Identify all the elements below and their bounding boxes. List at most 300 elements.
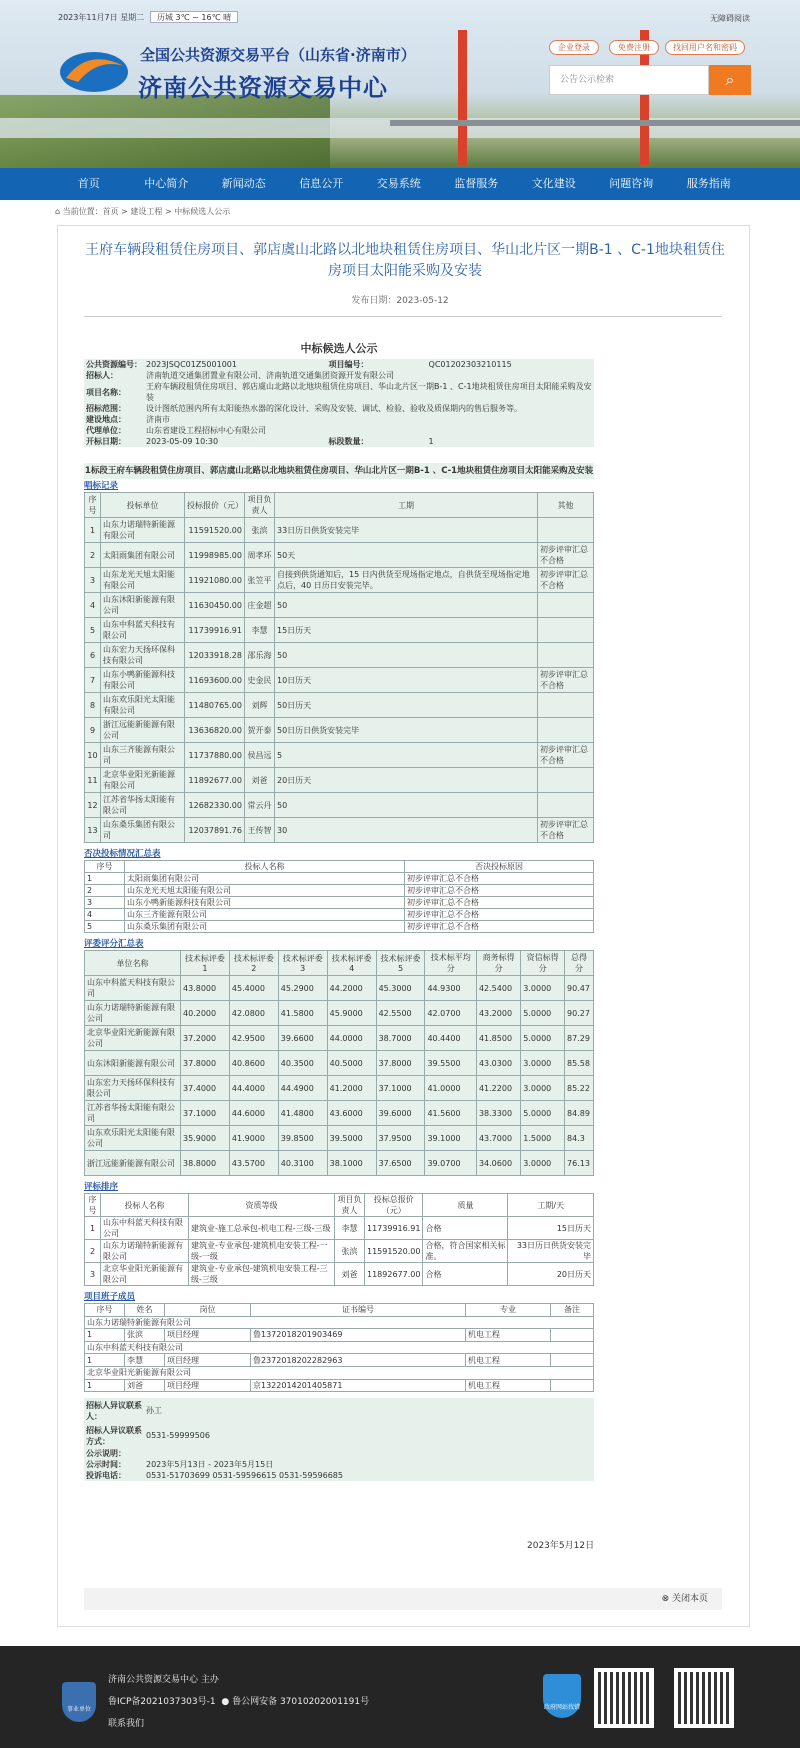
bidder-name: 山东桑乐集团有限公司 (125, 921, 405, 933)
avg-score: 39.0700 (425, 1151, 477, 1176)
remark (538, 718, 594, 743)
bidder-name: 山东桑乐集团有限公司 (101, 818, 185, 843)
credit-score: 5.0000 (521, 1026, 565, 1051)
table-row (85, 976, 594, 1001)
total-score: 84.3 (565, 1126, 594, 1151)
bid-price: 11892677.00 (185, 768, 245, 793)
total-score: 90.27 (565, 1001, 594, 1026)
duration: 50日历日供货安装完毕 (275, 718, 538, 743)
bid-price: 11739916.91 (185, 618, 245, 643)
judge-score: 42.0800 (229, 1001, 278, 1026)
search-button[interactable] (709, 65, 751, 95)
section-title: 项目班子成员 (84, 1292, 136, 1302)
manager: 李慧 (245, 618, 275, 643)
bid-price: 11739916.91 (365, 1217, 423, 1240)
row-no: 10 (85, 743, 101, 768)
bid-price: 11892677.00 (365, 1263, 423, 1286)
specialty: 机电工程 (466, 1379, 551, 1392)
duration: 50 (275, 793, 538, 818)
bidder-name: 浙江远能新能源有限公司 (101, 718, 185, 743)
remark (538, 793, 594, 818)
judge-score: 37.4000 (181, 1076, 230, 1101)
row-no: 1 (85, 1354, 125, 1367)
bidder-name: 山东龙光天旭太阳能有限公司 (101, 568, 185, 593)
section-title: 唱标记录 (84, 481, 119, 491)
judge-score: 44.2000 (327, 976, 376, 1001)
close-icon: ⊗ (661, 1594, 670, 1604)
nav-info[interactable]: 信息公开 (299, 177, 344, 190)
column-header: 技术标评委3 (278, 951, 327, 976)
publish-date: 发布日期：2023-05-12 (351, 296, 449, 306)
table-row (85, 518, 594, 543)
row-no: 4 (85, 593, 101, 618)
judge-score: 45.4000 (229, 976, 278, 1001)
specialty: 机电工程 (466, 1329, 551, 1342)
table-row (85, 768, 594, 793)
credit-score: 3.0000 (521, 976, 565, 1001)
manager: 刘爸 (335, 1263, 365, 1286)
judge-score: 45.2900 (278, 976, 327, 1001)
avg-score: 40.4400 (425, 1026, 477, 1051)
person-name: 张滨 (125, 1329, 165, 1342)
column-header: 资信标得分 (521, 951, 565, 976)
remark (538, 518, 594, 543)
nav-guide[interactable]: 服务指南 (686, 177, 731, 190)
bridge-deck (390, 120, 800, 126)
bidder-name: 太阳雨集团有限公司 (101, 543, 185, 568)
manager: 刘爸 (245, 768, 275, 793)
person-name: 刘爸 (125, 1379, 165, 1392)
table-row (85, 1001, 594, 1026)
accessibility-link[interactable]: 无障碍阅读 (710, 14, 750, 23)
qualification: 建筑业-专业承包-建筑机电安装工程-三级-三级 (189, 1263, 335, 1286)
manager: 邵乐海 (245, 643, 275, 668)
company-name: 山东中科蓝天科技有限公司 (85, 1341, 594, 1354)
table-row (85, 1076, 594, 1101)
total-score: 85.22 (565, 1076, 594, 1101)
avg-score: 44.9300 (425, 976, 477, 1001)
table-row (85, 543, 594, 568)
certificate-no: 京1322014201405871 (251, 1379, 466, 1392)
date-bar: 2023年11月7日 星期二 (58, 13, 145, 22)
judge-score: 37.6500 (376, 1151, 425, 1176)
business-score: 41.2200 (476, 1076, 520, 1101)
nav-home[interactable]: 首页 (77, 177, 100, 190)
manager: 侯昌远 (245, 743, 275, 768)
remark (538, 643, 594, 668)
bid-price: 12682330.00 (185, 793, 245, 818)
bidder-name: 山东中科蓝天科技有限公司 (101, 618, 185, 643)
quality: 合格 (423, 1217, 508, 1240)
bid-price: 11480765.00 (185, 693, 245, 718)
column-header: 商务标得分 (476, 951, 520, 976)
table-row (85, 921, 594, 933)
bridge-tower (458, 30, 467, 165)
table-row (85, 818, 594, 843)
judge-score: 40.8600 (229, 1051, 278, 1076)
company-row (85, 1316, 594, 1329)
bidder-name: 山东中科蓝天科技有限公司 (101, 1217, 189, 1240)
avg-score: 41.5600 (425, 1101, 477, 1126)
table-row (85, 897, 594, 909)
duration: 自接到供货通知后，15 日内供货至现场指定地点，自供货至现场指定地点后，40 日历日安装完毕。 (275, 568, 538, 593)
row-no: 3 (85, 897, 125, 909)
judge-score: 40.3100 (278, 1151, 327, 1176)
row-no: 13 (85, 818, 101, 843)
credit-score: 3.0000 (521, 1151, 565, 1176)
table-row (85, 885, 594, 897)
bidder-name: 江苏省华扬太阳能有限公司 (101, 793, 185, 818)
remark (551, 1379, 594, 1392)
nav-supervise[interactable]: 监督服务 (454, 177, 499, 190)
certificate-no: 鲁1372018201903469 (251, 1329, 466, 1342)
duration: 10日历天 (275, 668, 538, 693)
credit-score: 5.0000 (521, 1001, 565, 1026)
table-row (85, 1240, 594, 1263)
bidder-name: 江苏省华扬太阳能有限公司 (85, 1101, 181, 1126)
person-name: 李慧 (125, 1354, 165, 1367)
company-row (85, 1366, 594, 1379)
judge-score: 37.2000 (181, 1026, 230, 1051)
row-no: 3 (85, 568, 101, 593)
rank-no: 2 (85, 1240, 101, 1263)
badge-icon[interactable]: 事业单位 (62, 1682, 96, 1722)
remark (538, 618, 594, 643)
judge-score: 37.1000 (181, 1101, 230, 1126)
row-no: 1 (85, 518, 101, 543)
column-header: 总得分 (565, 951, 594, 976)
judge-score: 38.7000 (376, 1026, 425, 1051)
bidder-name: 山东小鸭新能源科技有限公司 (125, 897, 405, 909)
total-score: 85.58 (565, 1051, 594, 1076)
bidder-name: 山东宏力天扬环保科技有限公司 (101, 643, 185, 668)
table-row (85, 1217, 594, 1240)
bidder-name: 北京华业阳光新能源有限公司 (101, 768, 185, 793)
bidder-name: 北京华业阳光新能源有限公司 (85, 1026, 181, 1051)
remark (551, 1329, 594, 1342)
credit-score: 5.0000 (521, 1101, 565, 1126)
home-icon: ⌂ (55, 207, 61, 216)
judge-score: 45.3000 (376, 976, 425, 1001)
manager: 史金民 (245, 668, 275, 693)
nav-trade[interactable]: 交易系统 (376, 177, 421, 190)
table-row (85, 1263, 594, 1286)
judge-score: 38.1000 (327, 1151, 376, 1176)
remark (551, 1354, 594, 1367)
judge-score: 39.5000 (327, 1126, 376, 1151)
judge-score: 44.4000 (229, 1076, 278, 1101)
remark (538, 593, 594, 618)
row-no: 1 (85, 873, 125, 885)
remark (538, 768, 594, 793)
quality: 合格，符合国家相关标准。 (423, 1240, 508, 1263)
bidder-name: 山东欢乐阳光太阳能有限公司 (85, 1126, 181, 1151)
judge-score: 42.9500 (229, 1026, 278, 1051)
judge-score: 37.8000 (181, 1051, 230, 1076)
judge-score: 38.8000 (181, 1151, 230, 1176)
table-row (85, 873, 594, 885)
table-row (85, 1354, 594, 1367)
bidder-name: 山东力诺瑞特新能源有限公司 (85, 1001, 181, 1026)
judge-score: 37.9500 (376, 1126, 425, 1151)
column-header: 技术标评委1 (181, 951, 230, 976)
duration: 15日历天 (508, 1217, 594, 1240)
bid-price: 11998985.00 (185, 543, 245, 568)
site-header (0, 0, 800, 168)
row-no: 2 (85, 885, 125, 897)
qr-code-icon (674, 1668, 734, 1728)
table-row (85, 1126, 594, 1151)
column-header: 技术标评委5 (376, 951, 425, 976)
weather-widget: 历城 3℃ ~ 16℃ 晴 (150, 11, 238, 23)
judge-score: 39.6600 (278, 1026, 327, 1051)
row-no: 8 (85, 693, 101, 718)
reject-reason: 初步评审汇总不合格 (405, 897, 594, 909)
rank-no: 1 (85, 1217, 101, 1240)
bidder-name: 山东沐阳新能源有限公司 (101, 593, 185, 618)
position: 项目经理 (165, 1379, 251, 1392)
duration: 20日历天 (275, 768, 538, 793)
table-row (85, 1101, 594, 1126)
total-score: 76.13 (565, 1151, 594, 1176)
row-no: 1 (85, 1329, 125, 1342)
manager: 常云丹 (245, 793, 275, 818)
total-score: 87.29 (565, 1026, 594, 1051)
bidder-name: 北京华业阳光新能源有限公司 (101, 1263, 189, 1286)
table-row (85, 909, 594, 921)
section-title: 评标排序 (84, 1182, 119, 1192)
reject-reason: 初步评审汇总不合格 (405, 873, 594, 885)
manager: 周孝环 (245, 543, 275, 568)
project-info-table: 公共资源编号： 2023JSQC01Z5001001 项目编号： QC01202303210115 招标人： 济南轨道交通集团置业有限公司、济南轨道交通集团资源开发有限公司 项目名称： 王府车辆段租赁住房项目、郭店虞山北路以北地块租赁住房项目、华山北片区一期B-1 、C-1地块租赁住房项目太阳能采购及安装 招标范围： 设计图纸范围内所有太阳能热水器的深化设计、采购及安装、调试、检验、验收及质保期内的售后服务等。 建设地点： 济南市 代理单位： 山东省建设工程招标中心有限公司 开标日期： 2023-05-09 10:30 标段数量： 1 (84, 359, 594, 447)
sign-date: 2023年5月12日 (527, 1541, 595, 1551)
manager: 张滨 (245, 518, 275, 543)
position: 项目经理 (165, 1329, 251, 1342)
table-row (85, 1329, 594, 1342)
company-name: 北京华业阳光新能源有限公司 (85, 1366, 594, 1379)
table-row (85, 618, 594, 643)
rejection-table: 序号 投标人名称 否决投标原因 1 太阳雨集团有限公司 初步评审汇总不合格 2 山东龙光天旭太阳能有限公司 初步评审汇总不合格 3 山东小鸭新能源科技有限公司 初步评审汇总不合格 4 山东三齐能源有限公司 初步评审汇总不合格 5 山东桑乐集团有限公司 初步评审汇总不合格 (84, 860, 594, 933)
divider (84, 316, 722, 317)
judge-score: 44.0000 (327, 1026, 376, 1051)
judge-score: 35.9000 (181, 1126, 230, 1151)
section-title: 否决投标情况汇总表 (84, 849, 161, 859)
judge-score: 40.3500 (278, 1051, 327, 1076)
judge-score: 41.9000 (229, 1126, 278, 1151)
gov-error-icon[interactable]: 政府网站找错 (543, 1674, 581, 1718)
table-row (85, 718, 594, 743)
total-score: 90.47 (565, 976, 594, 1001)
judge-score: 39.8500 (278, 1126, 327, 1151)
article-title: 王府车辆段租赁住房项目、郭店虞山北路以北地块租赁住房项目、华山北片区一期B-1 、C-1地块租赁住房项目太阳能采购及安装 (85, 242, 725, 279)
section-title: 评委评分汇总表 (84, 939, 144, 949)
announcement-body (84, 340, 594, 1481)
manager: 刘辉 (245, 693, 275, 718)
contact-info-table: 招标人异议联系人： 孙工 招标人异议联系方式： 0531-59999506 公示说明： 公示时间： 2023年5月13日 - 2023年5月15日 投诉电话： 0531-51703699 0531-59596615 0531-59596685 (84, 1398, 594, 1481)
business-score: 43.7000 (476, 1126, 520, 1151)
bidder-name: 太阳雨集团有限公司 (125, 873, 405, 885)
remark: 初步评审汇总不合格 (538, 743, 594, 768)
position: 项目经理 (165, 1354, 251, 1367)
table-row (85, 693, 594, 718)
manager: 王传智 (245, 818, 275, 843)
judge-score: 43.8000 (181, 976, 230, 1001)
business-score: 41.8500 (476, 1026, 520, 1051)
credit-score: 3.0000 (521, 1051, 565, 1076)
row-no: 11 (85, 768, 101, 793)
avg-score: 41.0000 (425, 1076, 477, 1101)
remark: 初步评审汇总不合格 (538, 818, 594, 843)
credit-score: 1.5000 (521, 1126, 565, 1151)
nav-about[interactable]: 中心简介 (144, 177, 189, 190)
table-row (85, 668, 594, 693)
close-page-button[interactable]: ⊗ 关闭本页 (84, 1588, 722, 1610)
rank-no: 3 (85, 1263, 101, 1286)
specialty: 机电工程 (466, 1354, 551, 1367)
judge-score: 37.1000 (376, 1076, 425, 1101)
row-no: 5 (85, 618, 101, 643)
score-table (84, 950, 594, 1176)
register-link[interactable]: 免费注册 (609, 40, 659, 55)
judge-score: 40.5000 (327, 1051, 376, 1076)
column-header: 单位名称 (85, 951, 181, 976)
bid-price: 11737880.00 (185, 743, 245, 768)
business-score: 43.2000 (476, 1001, 520, 1026)
avg-score: 39.1000 (425, 1126, 477, 1151)
row-no: 7 (85, 668, 101, 693)
qr-code-icon (594, 1668, 654, 1728)
search-icon: ⌕ (725, 70, 735, 89)
judge-score: 43.6000 (327, 1101, 376, 1126)
certificate-no: 鲁2372018202282963 (251, 1354, 466, 1367)
business-score: 34.0600 (476, 1151, 520, 1176)
table-row (85, 1151, 594, 1176)
icp-link[interactable]: 鲁ICP备2021037303号-1 ● 鲁公网安备 37010202001191号 (108, 1697, 370, 1707)
reject-reason: 初步评审汇总不合格 (405, 909, 594, 921)
business-score: 43.0300 (476, 1051, 520, 1076)
bidder-name: 山东沐阳新能源有限公司 (85, 1051, 181, 1076)
remark: 初步评审汇总不合格 (538, 543, 594, 568)
bid-price: 12033918.28 (185, 643, 245, 668)
duration: 33日历日供货安装完毕 (275, 518, 538, 543)
nav-news[interactable]: 新闻动态 (221, 177, 266, 190)
judge-score: 42.5500 (376, 1001, 425, 1026)
duration: 30 (275, 818, 538, 843)
nav-faq[interactable]: 问题咨询 (609, 177, 654, 190)
row-no: 5 (85, 921, 125, 933)
manager: 张笠平 (245, 568, 275, 593)
package-title: 1标段王府车辆段租赁住房项目、郭店虞山北路以北地块租赁住房项目、华山北片区一期B-1 、C-1地块租赁住房项目太阳能采购及安装 (84, 463, 594, 479)
duration: 50 (275, 643, 538, 668)
reject-reason: 初步评审汇总不合格 (405, 921, 594, 933)
bid-price: 13636820.00 (185, 718, 245, 743)
login-link[interactable]: 企业登录 (549, 40, 599, 55)
total-score: 84.89 (565, 1101, 594, 1126)
manager: 庄金超 (245, 593, 275, 618)
bidder-name: 山东三齐能源有限公司 (125, 909, 405, 921)
duration: 20日历天 (508, 1263, 594, 1286)
recover-link[interactable]: 找回用户名和密码 (665, 40, 745, 55)
judge-score: 44.6000 (229, 1101, 278, 1126)
bid-price: 11921080.00 (185, 568, 245, 593)
bid-record-table: 序号 投标单位 投标报价（元） 项目负责人 工期 其他 1 山东力诺瑞特新能源有限公司 11591520.00 张滨 33日历日供货安装完毕 2 太阳雨集团有限公司 11998985.00 周孝环 50天 初步评审汇总不合格 3 山东龙光天旭太阳能有限公司 11921080.00 张笠平 自接到供货通知后，15 日内供货至现场指定地点，自供货至现场指定地点后，40 日历日安装完毕。 初步评审汇总不合格 4 山东沐阳新能源有限公司 11630450.00 庄金超 50 5 山东中科蓝天科技有限公司 11739916.91 李慧 15日历天 6 山东宏力天扬环保科技有限公司 12033918.28 邵乐海 50 7 山东小鸭新能源科技有限公司 11693600.00 史金民 10日历天 初步评审汇总不合格 8 山东欢乐阳光太阳能有限公司 11480765.00 刘辉 50日历天 9 浙江远能新能源有限公司 13636820.00 贺开泰 50日历日供货安装完毕 10 山东三齐能源有限公司 11737880.00 侯昌远 5 初步评审汇总不合格 11 北京华业阳光新能源有限公司 11892677.00 刘爸 20日历天 12 江苏省华扬太阳能有限公司 12682330.00 常云丹 50 13 山东桑乐集团有限公司 12037891.76 王传智 30 初步评审汇总不合格 (84, 492, 594, 843)
duration: 15日历天 (275, 618, 538, 643)
center-name: 济南公共资源交易中心 (138, 74, 388, 102)
bid-price: 11591520.00 (365, 1240, 423, 1263)
row-no: 2 (85, 543, 101, 568)
manager: 贺开泰 (245, 718, 275, 743)
company-row (85, 1341, 594, 1354)
remark (538, 693, 594, 718)
avg-score: 42.0700 (425, 1001, 477, 1026)
column-header: 技术标平均分 (425, 951, 477, 976)
bidder-name: 山东中科蓝天科技有限公司 (85, 976, 181, 1001)
duration: 50日历天 (275, 693, 538, 718)
qualification: 建筑业-专业承包-建筑机电安装工程-一级-一级 (189, 1240, 335, 1263)
duration: 33日历日供货安装完毕 (508, 1240, 594, 1263)
nav-culture[interactable]: 文化建设 (531, 177, 576, 190)
remark: 初步评审汇总不合格 (538, 568, 594, 593)
quality: 合格 (423, 1263, 508, 1286)
members-table: 序号 姓名 岗位 证书编号 专业 备注 山东力诺瑞特新能源有限公司 1 张滨 项目经理 鲁1372018201903469 机电工程 山东中科蓝天科技有限公司 1 李慧 项目经理 鲁2372018202282963 机电工程 北京华业阳光新能源有限公司 1 刘爸 项目经理 京1322014201405871 机电工程 (84, 1303, 594, 1392)
column-header: 技术标评委2 (229, 951, 278, 976)
bidder-name: 山东力诺瑞特新能源有限公司 (101, 518, 185, 543)
site-footer (0, 1646, 800, 1748)
judge-score: 41.4800 (278, 1101, 327, 1126)
table-row (85, 1379, 594, 1392)
platform-name: 全国公共资源交易平台（山东省·济南市） (140, 46, 416, 64)
bidder-name: 山东欢乐阳光太阳能有限公司 (101, 693, 185, 718)
duration: 50 (275, 593, 538, 618)
bidder-name: 山东三齐能源有限公司 (101, 743, 185, 768)
table-row (85, 743, 594, 768)
table-row (85, 793, 594, 818)
qualification: 建筑业-施工总承包-机电工程-三级-三级 (189, 1217, 335, 1240)
business-score: 42.5400 (476, 976, 520, 1001)
business-score: 38.3300 (476, 1101, 520, 1126)
duration: 5 (275, 743, 538, 768)
avg-score: 39.5500 (425, 1051, 477, 1076)
police-icon: ● (221, 1697, 230, 1707)
reject-reason: 初步评审汇总不合格 (405, 885, 594, 897)
table-row (85, 1026, 594, 1051)
ranking-table: 序号 投标人名称 资质等级 项目负责人 投标总报价（元） 质量 工期/天 1 山东中科蓝天科技有限公司 建筑业-施工总承包-机电工程-三级-三级 李慧 11739916.91 合格 15日历天 2 山东力诺瑞特新能源有限公司 建筑业-专业承包-建筑机电安装工程-一级-一级 张滨 11591520.00 合格，符合国家相关标准。 33日历日供货安装完毕 3 北京华业阳光新能源有限公司 建筑业-专业承包-建筑机电安装工程-三级-三级 刘爸 11892677.00 合格 20日历天 (84, 1193, 594, 1286)
column-header: 技术标评委4 (327, 951, 376, 976)
contact-link[interactable]: 联系我们 (108, 1719, 145, 1729)
search-input[interactable]: 公告公示检索 (549, 65, 709, 95)
manager: 李慧 (335, 1217, 365, 1240)
table-row (85, 568, 594, 593)
bidder-name: 山东小鸭新能源科技有限公司 (101, 668, 185, 693)
bidder-name: 山东力诺瑞特新能源有限公司 (101, 1240, 189, 1263)
doc-title: 中标候选人公示 (300, 342, 378, 355)
credit-score: 3.0000 (521, 1076, 565, 1101)
table-row (85, 593, 594, 618)
row-no: 6 (85, 643, 101, 668)
bid-price: 12037891.76 (185, 818, 245, 843)
judge-score: 43.5700 (229, 1151, 278, 1176)
judge-score: 41.2000 (327, 1076, 376, 1101)
judge-score: 39.6000 (376, 1101, 425, 1126)
row-no: 9 (85, 718, 101, 743)
breadcrumb: ⌂ 当前位置：首页 > 建设工程 > 中标候选人公示 (55, 207, 231, 216)
bidder-name: 山东宏力天扬环保科技有限公司 (85, 1076, 181, 1101)
row-no: 4 (85, 909, 125, 921)
judge-score: 40.2000 (181, 1001, 230, 1026)
bid-price: 11591520.00 (185, 518, 245, 543)
judge-score: 41.5800 (278, 1001, 327, 1026)
main-nav (0, 168, 800, 200)
